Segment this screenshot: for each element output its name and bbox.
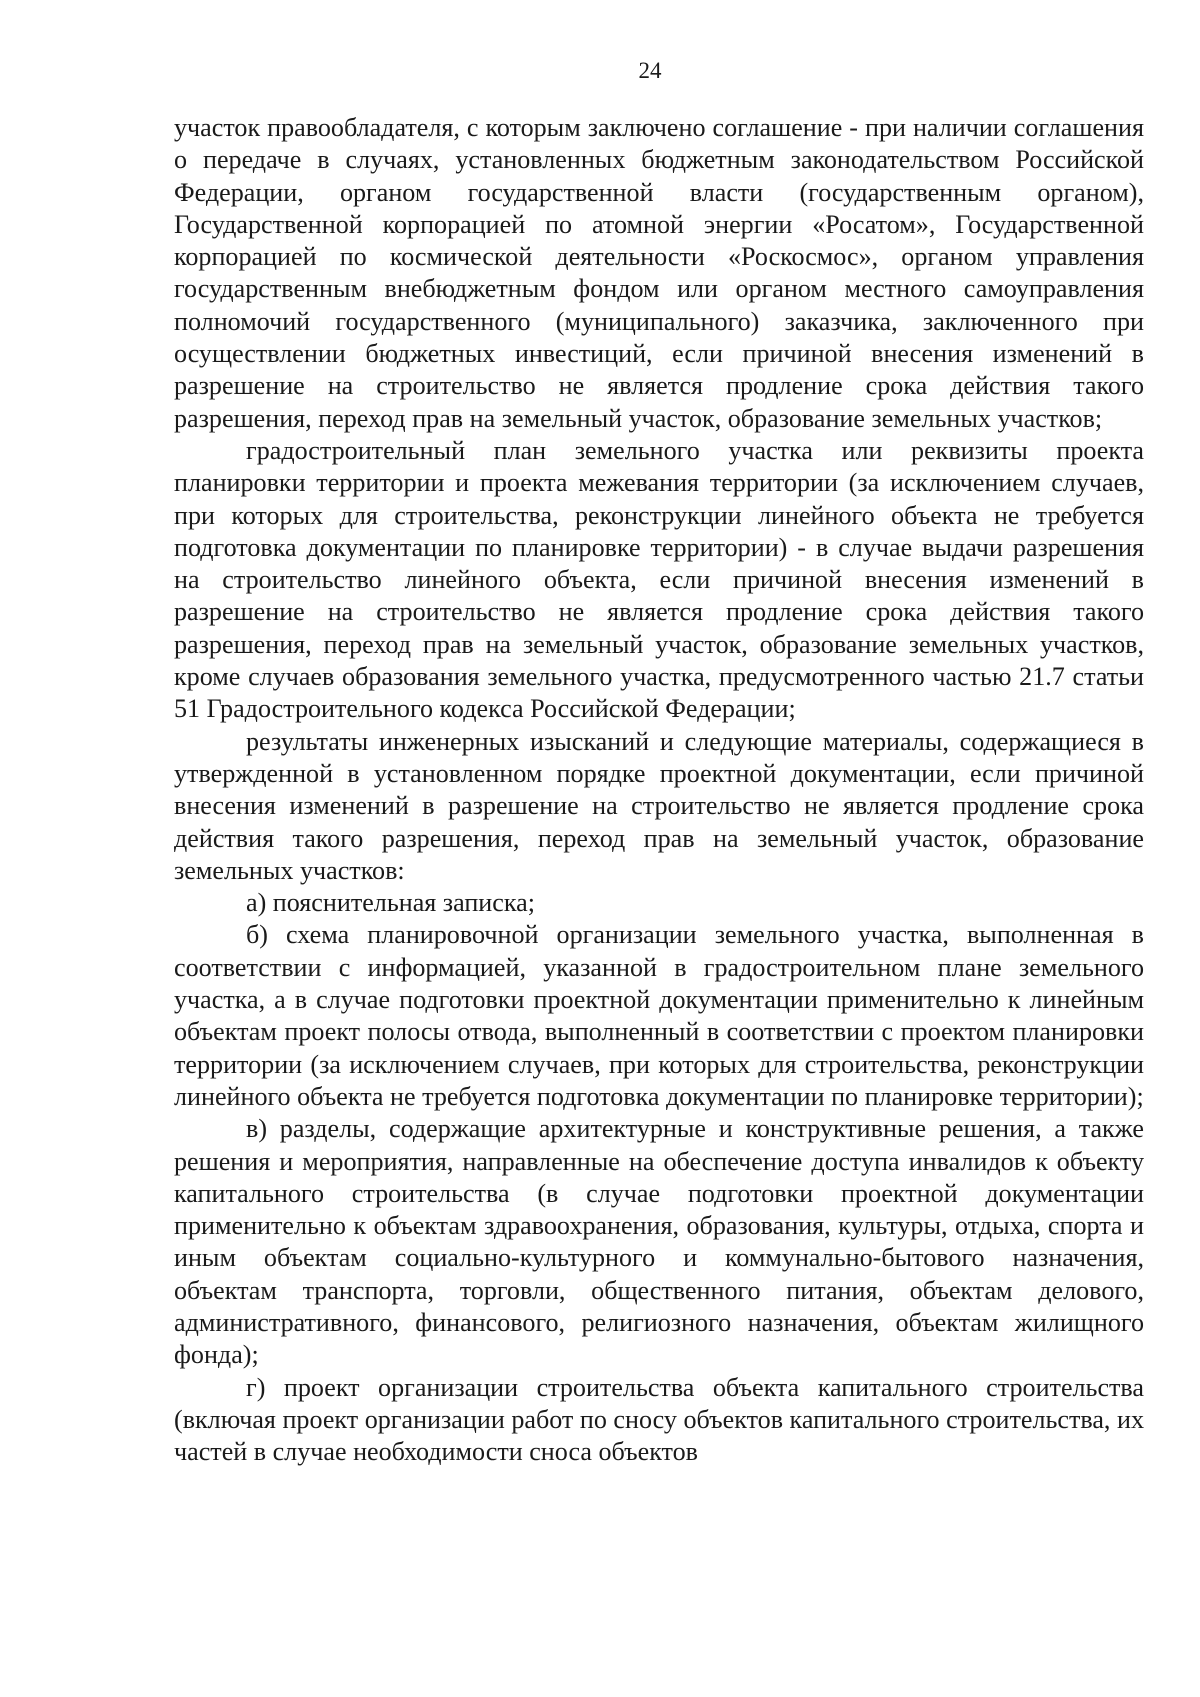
list-item-v: в) разделы, содержащие архитектурные и конструктивные решения, а также решения и мероприятия, направленные на обеспечение доступа инвалидов к объекту капитального строительства (в случае подготовки проектной документации применительно к объектам здравоохранения, образования, культуры, отдыха, спорта и иным объектам социально-культурного и коммунально-бытового назначения, объектам транспорта, торговли, общественного питания, объектам делового, административного, финансового, религиозного назначения, объектам жилищного фонда); <box>174 1114 1144 1370</box>
list-item-g: г) проект организации строительства объекта капитального строительства (включая проект организации работ по сносу объектов капитального строительства, их частей в случае необходимости сноса объектов <box>174 1372 1144 1467</box>
paragraph-continuation: участок правообладателя, с которым заключено соглашение - при наличии соглашения о передаче в случаях, установленных бюджетным законодательством Российской Федерации, органом государственной власти (государственным органом), Государственной корпорацией по атомной энергии «Росатом», Государственной корпорацией по космической деятельности «Роскосмос», органом управления государственным внебюджетным фондом или органом местного самоуправления полномочий государственного (муниципального) заказчика, заключенного при осуществлении бюджетных инвестиций, если причиной внесения изменений в разрешение на строительство не является продление срока действия такого разрешения, переход прав на земельный участок, образование земельных участков; <box>174 113 1144 433</box>
list-item-b: б) схема планировочной организации земельного участка, выполненная в соответствии с информацией, указанной в градостроительном плане земельного участка, а в случае подготовки проектной документации применительно к линейным объектам проект полосы отвода, выполненный в соответствии с проектом планировки территории (за исключением случаев, при которых для строительства, реконструкции линейного объекта не требуется подготовка документации по планировке территории); <box>174 920 1144 1111</box>
paragraph-survey-results: результаты инженерных изысканий и следующие материалы, содержащиеся в утвержденной в установленном порядке проектной документации, если причиной внесения изменений в разрешение на строительство не является продление срока действия такого разрешения, переход прав на земельный участок, образование земельных участков: <box>174 726 1144 885</box>
paragraph-urban-plan: градостроительный план земельного участка или реквизиты проекта планировки территории и проекта межевания территории (за исключением случаев, при которых для строительства, реконструкции линейного объекта не требуется подготовка документации по планировке территории) - в случае выдачи разрешения на строительство линейного объекта, если причиной внесения изменений в разрешение на строительство не является продление срока действия такого разрешения, переход прав на земельный участок, образование земельных участков, кроме случаев образования земельного участка, предусмотренного частью 21.7 статьи 51 Градостроительного кодекса Российской Федерации; <box>174 435 1144 724</box>
page-number: 24 <box>638 58 662 83</box>
list-item-a: а) пояснительная записка; <box>246 888 535 918</box>
document-body <box>174 112 1144 1468</box>
